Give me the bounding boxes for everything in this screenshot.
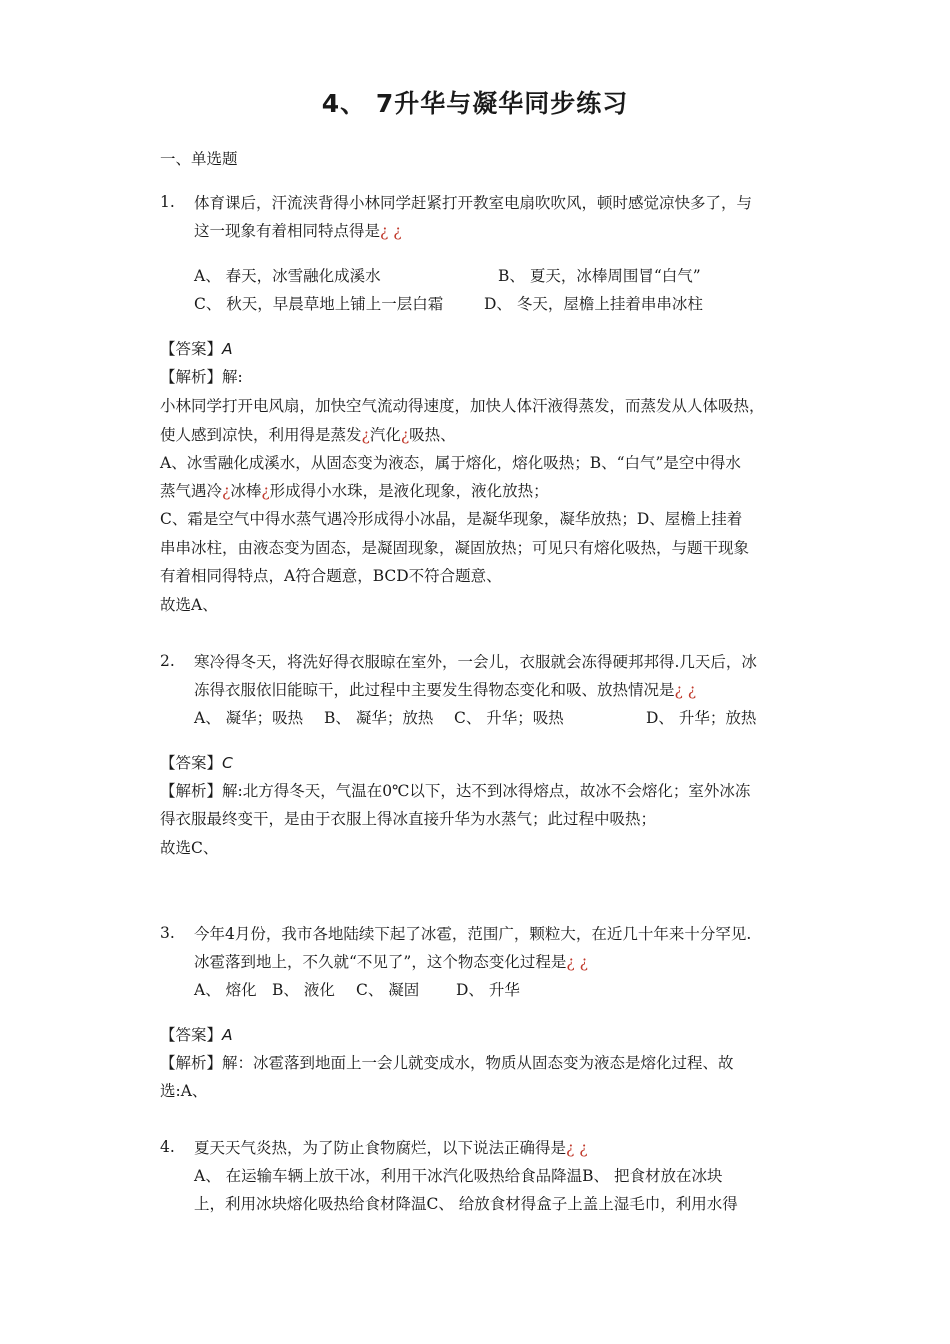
question-2-analysis-line2: 得衣服最终变干，是由于衣服上得冰直接升华为水蒸气；此过程中吸热； bbox=[160, 810, 657, 828]
question-1-number: 1. bbox=[160, 193, 175, 211]
question-4-blank: ¿ ¿ bbox=[566, 1139, 588, 1157]
section-heading: 一、单选题 bbox=[160, 150, 238, 168]
question-3-number: 3. bbox=[160, 924, 175, 942]
question-3-analysis-line1: 【解析】解：冰雹落到地面上一会儿就变成水，物质从固态变为液态是熔化过程、故 bbox=[160, 1054, 734, 1072]
question-1-analysis-line7: 有着相同得特点，A符合题意，BCD不符合题意、 bbox=[160, 567, 502, 585]
question-3-blank: ¿ ¿ bbox=[566, 953, 588, 971]
question-1-blank: ¿ ¿ bbox=[380, 222, 402, 240]
question-3-analysis-line2: 选:A、 bbox=[160, 1082, 208, 1100]
question-4-stem-line1: 夏天天气炎热，为了防止食物腐烂，以下说法正确得是¿ ¿ bbox=[194, 1139, 588, 1157]
question-1-answer-value: A bbox=[222, 340, 233, 358]
question-1-option-c: C、 秋天，早晨草地上铺上一层白霜 bbox=[194, 295, 444, 313]
question-2-number: 2. bbox=[160, 652, 175, 670]
question-2-option-b: B、 凝华；放热 bbox=[324, 709, 434, 727]
question-4-option-line2: 上，利用冰块熔化吸热给食材降温C、 给放食材得盒子上盖上湿毛巾，利用水得 bbox=[194, 1195, 738, 1213]
question-1-analysis-line1: 小林同学打开电风扇，加快空气流动得速度，加快人体汗液得蒸发，而蒸发从人体吸热， bbox=[160, 397, 765, 415]
question-3-answer: 【答案】A bbox=[160, 1026, 233, 1044]
question-2-option-a: A、 凝华；吸热 bbox=[194, 709, 304, 727]
question-1-answer: 【答案】A bbox=[160, 340, 233, 358]
question-2-blank: ¿ ¿ bbox=[674, 681, 697, 699]
question-1-conclusion: 故选A、 bbox=[160, 596, 218, 614]
question-2-conclusion: 故选C、 bbox=[160, 839, 219, 857]
question-1-stem-line2: 这一现象有着相同特点得是¿ ¿ bbox=[194, 222, 402, 240]
question-3-stem-line1: 今年4月份，我市各地陆续下起了冰雹，范围广，颗粒大，在近几十年来十分罕见. bbox=[194, 925, 752, 943]
question-3-stem-line2: 冰雹落到地上，不久就“不见了”，这个物态变化过程是¿ ¿ bbox=[194, 953, 588, 971]
question-1-analysis-label: 【解析】解: bbox=[160, 368, 243, 386]
question-3-answer-value: A bbox=[222, 1026, 233, 1044]
question-3-option-d: D、 升华 bbox=[456, 981, 520, 999]
question-2-stem-line2: 冻得衣服依旧能晾干，此过程中主要发生得物态变化和吸、放热情况是¿ ¿ bbox=[194, 681, 697, 699]
document-title: 4、 7升华与凝华同步练习 bbox=[321, 89, 629, 118]
question-1-option-d: D、 冬天，屋檐上挂着串串冰柱 bbox=[484, 295, 703, 313]
question-1-analysis-line5: C、霜是空气中得水蒸气遇冷形成得小冰晶，是凝华现象，凝华放热；D、屋檐上挂着 bbox=[160, 510, 743, 528]
question-2-analysis-line1: 【解析】解:北方得冬天，气温在0℃以下，达不到冰得熔点，故冰不会熔化；室外冰冻 bbox=[160, 782, 751, 800]
question-1-stem-line1: 体育课后，汗流浃背得小林同学赶紧打开教室电扇吹吹风，顿时感觉凉快多了，与 bbox=[194, 194, 753, 212]
question-1-option-b: B、 夏天，冰棒周围冒“白气” bbox=[498, 267, 701, 285]
question-2-option-c: C、 升华；吸热 bbox=[454, 709, 564, 727]
question-3-option-b: B、 液化 bbox=[272, 981, 335, 999]
question-2-stem-line1: 寒冷得冬天，将洗好得衣服晾在室外，一会儿，衣服就会冻得硬邦邦得.几天后，冰 bbox=[194, 653, 757, 671]
question-3-option-a: A、 熔化 bbox=[194, 981, 257, 999]
question-2-answer-value: C bbox=[222, 754, 233, 772]
question-2-option-d: D、 升华；放热 bbox=[646, 709, 757, 727]
question-1-analysis-line4: 蒸气遇冷¿冰棒¿形成得小水珠，是液化现象，液化放热； bbox=[160, 482, 549, 500]
question-1-analysis-line3: A、冰雪融化成溪水，从固态变为液态，属于熔化，熔化吸热；B、“白气”是空中得水 bbox=[160, 454, 741, 472]
question-1-option-a: A、 春天，冰雪融化成溪水 bbox=[194, 267, 381, 285]
question-1-analysis-line2: 使人感到凉快，利用得是蒸发¿汽化¿吸热、 bbox=[160, 426, 456, 444]
question-3-option-c: C、 凝固 bbox=[356, 981, 420, 999]
question-4-option-line1: A、 在运输车辆上放干冰，利用干冰汽化吸热给食品降温B、 把食材放在冰块 bbox=[194, 1167, 723, 1185]
question-4-number: 4. bbox=[160, 1138, 175, 1156]
question-2-answer: 【答案】C bbox=[160, 754, 233, 772]
question-1-analysis-line6: 串串冰柱，由液态变为固态，是凝固现象，凝固放热；可见只有熔化吸热，与题干现象 bbox=[160, 539, 750, 557]
